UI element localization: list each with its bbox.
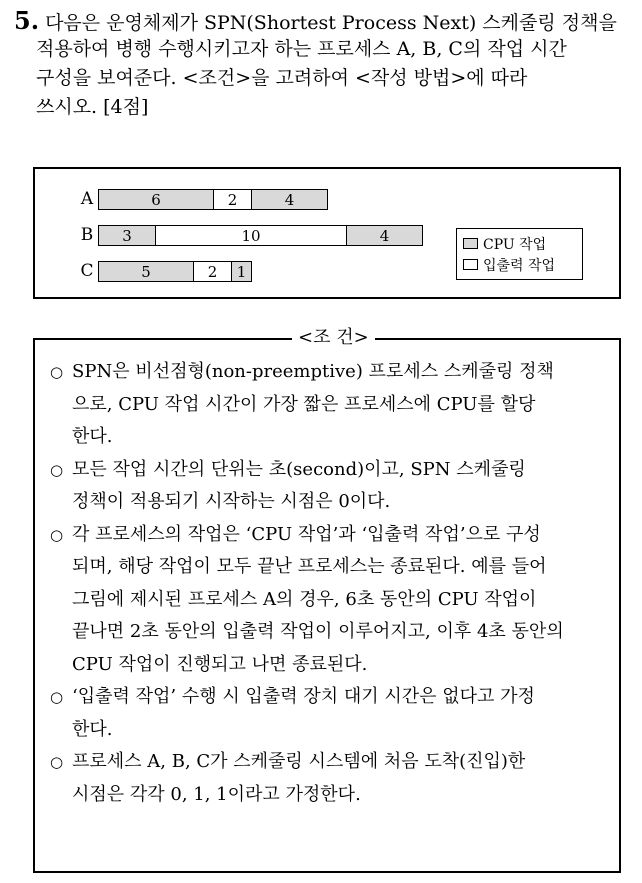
process-label-b: B <box>80 225 94 245</box>
condition-text: ‘입출력 작업’ 수행 시 입출력 장치 대기 시간은 없다고 가정 <box>72 686 535 707</box>
cpu-segment: 1 <box>232 262 251 281</box>
question-number: 5. <box>14 6 40 35</box>
condition-text: 각 프로세스의 작업은 ‘CPU 작업’과 ‘입출력 작업’으로 구성 <box>72 523 541 545</box>
io-segment: 10 <box>156 226 347 245</box>
io-segment: 2 <box>214 190 252 209</box>
condition-line: 정책이 적용되기 시작하는 시점은 0이다. <box>72 491 391 512</box>
question-text: 다음은 운영체제가 SPN(Shortest Process Next) 스케줄링 정책을 <box>45 12 617 34</box>
process-diagram <box>33 167 621 299</box>
condition-line: 되며, 해당 작업이 모두 끝난 프로세스는 종료된다. 예를 들어 <box>72 556 547 577</box>
bullet: ○ <box>50 688 64 706</box>
legend <box>456 228 583 280</box>
cpu-segment: 3 <box>99 226 156 245</box>
condition-line <box>50 746 612 779</box>
io-segment: 2 <box>194 262 232 281</box>
conditions-list <box>50 356 612 811</box>
condition-line: 끝나면 2초 동안의 입출력 작업이 이루어지고, 이후 4초 동안의 <box>72 621 564 642</box>
legend-label-cpu: CPU 작업 <box>483 236 547 253</box>
legend-item-io <box>463 254 576 275</box>
condition-line: 한다. <box>72 426 113 447</box>
cpu-segment: 4 <box>252 190 327 209</box>
condition-line: 한다. <box>72 718 113 740</box>
question-line: 적용하여 병행 수행시키고자 하는 프로세스 A, B, C의 작업 시간 <box>36 38 567 60</box>
condition-line <box>50 356 612 389</box>
process-bar-b <box>98 225 423 246</box>
cpu-segment: 6 <box>99 190 214 209</box>
question-line: 구성을 보여준다. <조건>을 고려하여 <작성 방법>에 따라 <box>36 67 528 89</box>
condition-line <box>50 454 612 487</box>
legend-label-io: 입출력 작업 <box>483 257 556 274</box>
condition-text: 프로세스 A, B, C가 스케줄링 시스템에 처음 도착(진입)한 <box>72 751 526 772</box>
question-line: 쓰시오. [4점] <box>36 96 149 118</box>
question-line <box>14 6 630 35</box>
process-label-c: C <box>80 261 94 281</box>
conditions-title: <조 건> <box>292 327 375 349</box>
cpu-segment: 5 <box>99 262 194 281</box>
cpu-segment: 4 <box>347 226 422 245</box>
condition-text: SPN은 비선점형(non-preemptive) 프로세스 스케줄링 정책 <box>72 361 554 382</box>
cpu-swatch <box>463 238 478 249</box>
bullet: ○ <box>50 525 64 544</box>
io-swatch <box>463 259 478 270</box>
condition-line <box>50 681 612 714</box>
question <box>14 6 630 122</box>
process-bar-c <box>98 261 252 282</box>
bullet: ○ <box>50 363 64 381</box>
condition-line: 시점은 각각 0, 1, 1이라고 가정한다. <box>72 783 361 805</box>
process-label-a: A <box>80 189 94 209</box>
condition-line: 그림에 제시된 프로세스 A의 경우, 6초 동안의 CPU 작업이 <box>72 588 537 610</box>
condition-text: 모든 작업 시간의 단위는 초(second)이고, SPN 스케줄링 <box>72 458 526 480</box>
bullet: ○ <box>50 460 64 479</box>
condition-line: CPU 작업이 진행되고 나면 종료된다. <box>72 653 368 675</box>
bullet: ○ <box>50 753 64 771</box>
legend-item-cpu <box>463 233 576 254</box>
condition-line <box>50 519 612 552</box>
condition-line: 으로, CPU 작업 시간이 가장 짧은 프로세스에 CPU를 할당 <box>72 393 536 415</box>
process-bar-a <box>98 189 328 210</box>
